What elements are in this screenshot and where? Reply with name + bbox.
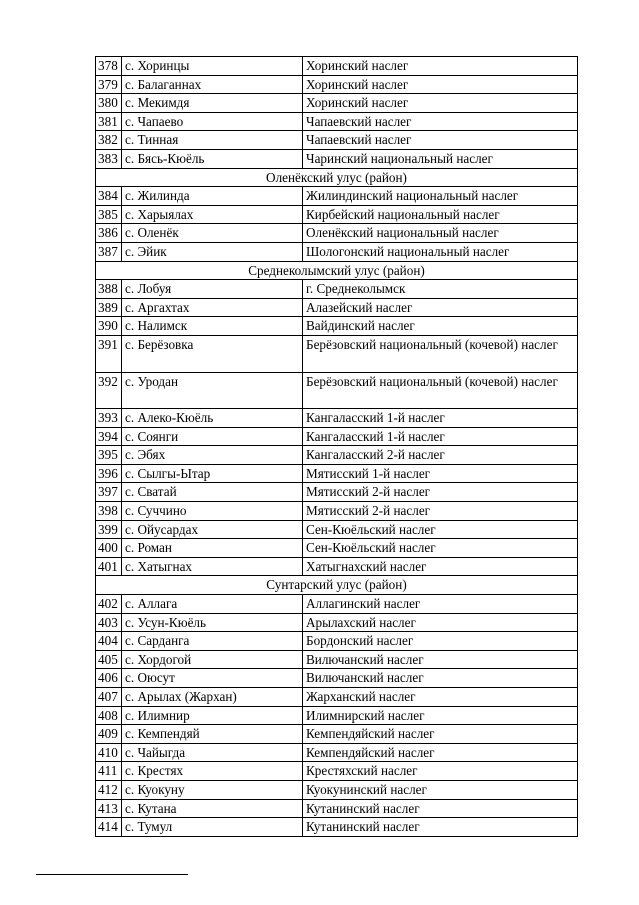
administrative-unit: Берёзовский национальный (кочевой) наслег bbox=[303, 335, 578, 372]
administrative-unit: Куокунинский наслег bbox=[303, 780, 578, 799]
table-row bbox=[96, 502, 578, 521]
table-row bbox=[96, 427, 578, 446]
settlement-name: с. Арылах (Жархан) bbox=[122, 688, 303, 707]
administrative-unit: Кемпендяйский наслег bbox=[303, 743, 578, 762]
row-number: 386 bbox=[96, 224, 122, 243]
table-row bbox=[96, 725, 578, 744]
table-row bbox=[96, 688, 578, 707]
settlement-name: с. Оюсут bbox=[122, 669, 303, 688]
row-number: 396 bbox=[96, 464, 122, 483]
row-number: 391 bbox=[96, 335, 122, 372]
table-row bbox=[96, 520, 578, 539]
footnote-separator bbox=[36, 874, 188, 875]
settlement-name: с. Аргахтах bbox=[122, 298, 303, 317]
settlement-name: с. Ойусардах bbox=[122, 520, 303, 539]
row-number: 383 bbox=[96, 149, 122, 168]
table-row bbox=[96, 317, 578, 336]
settlement-name: с. Берёзовка bbox=[122, 335, 303, 372]
settlement-name: с. Налимск bbox=[122, 317, 303, 336]
administrative-unit: Берёзовский национальный (кочевой) наслег bbox=[303, 372, 578, 409]
settlement-name: с. Хордогой bbox=[122, 650, 303, 669]
settlement-name: с. Илимнир bbox=[122, 706, 303, 725]
table-row bbox=[96, 446, 578, 465]
row-number: 412 bbox=[96, 780, 122, 799]
administrative-unit: Крестяхский наслег bbox=[303, 762, 578, 781]
row-number: 413 bbox=[96, 799, 122, 818]
table-row bbox=[96, 650, 578, 669]
settlement-name: с. Сарданга bbox=[122, 632, 303, 651]
row-number: 411 bbox=[96, 762, 122, 781]
table-row bbox=[96, 131, 578, 150]
settlement-name: с. Эйик bbox=[122, 242, 303, 261]
settlement-name: с. Кемпендяй bbox=[122, 725, 303, 744]
settlement-name: с. Жилинда bbox=[122, 187, 303, 206]
table-row bbox=[96, 75, 578, 94]
table-row bbox=[96, 557, 578, 576]
row-number: 381 bbox=[96, 112, 122, 131]
administrative-unit: Кутанинский наслег bbox=[303, 818, 578, 837]
table-row bbox=[96, 539, 578, 558]
row-number: 399 bbox=[96, 520, 122, 539]
administrative-unit: Хоринский наслег bbox=[303, 94, 578, 113]
row-number: 402 bbox=[96, 595, 122, 614]
administrative-unit: Хоринский наслег bbox=[303, 57, 578, 76]
settlement-name: с. Хатыгнах bbox=[122, 557, 303, 576]
settlement-name: с. Аллага bbox=[122, 595, 303, 614]
table-row bbox=[96, 280, 578, 299]
settlement-name: с. Сылгы-Ытар bbox=[122, 464, 303, 483]
table-row bbox=[96, 632, 578, 651]
administrative-unit: Бордонский наслег bbox=[303, 632, 578, 651]
table-row bbox=[96, 762, 578, 781]
administrative-unit: Жилиндинский национальный наслег bbox=[303, 187, 578, 206]
section-title: Среднеколымский улус (район) bbox=[96, 261, 578, 280]
administrative-unit: Вилючанский наслег bbox=[303, 650, 578, 669]
administrative-unit: Шологонский национальный наслег bbox=[303, 242, 578, 261]
settlement-name: с. Эбях bbox=[122, 446, 303, 465]
administrative-unit: Кангаласский 2-й наслег bbox=[303, 446, 578, 465]
settlement-name: с. Лобуя bbox=[122, 280, 303, 299]
administrative-unit: Мятисский 1-й наслег bbox=[303, 464, 578, 483]
table-row bbox=[96, 595, 578, 614]
section-header-row bbox=[96, 261, 578, 280]
row-number: 387 bbox=[96, 242, 122, 261]
table-row bbox=[96, 205, 578, 224]
row-number: 397 bbox=[96, 483, 122, 502]
row-number: 382 bbox=[96, 131, 122, 150]
administrative-unit: Вилючанский наслег bbox=[303, 669, 578, 688]
settlement-name: с. Балаганнах bbox=[122, 75, 303, 94]
table-row bbox=[96, 669, 578, 688]
row-number: 408 bbox=[96, 706, 122, 725]
settlement-name: с. Уродан bbox=[122, 372, 303, 409]
row-number: 404 bbox=[96, 632, 122, 651]
table-row bbox=[96, 706, 578, 725]
settlement-name: с. Куокуну bbox=[122, 780, 303, 799]
row-number: 407 bbox=[96, 688, 122, 707]
settlement-name: с. Роман bbox=[122, 539, 303, 558]
table-row bbox=[96, 94, 578, 113]
administrative-unit: Кемпендяйский наслег bbox=[303, 725, 578, 744]
row-number: 392 bbox=[96, 372, 122, 409]
table-row bbox=[96, 818, 578, 837]
row-number: 414 bbox=[96, 818, 122, 837]
row-number: 380 bbox=[96, 94, 122, 113]
administrative-unit: г. Среднеколымск bbox=[303, 280, 578, 299]
administrative-unit: Сен-Кюёльский наслег bbox=[303, 539, 578, 558]
administrative-unit: Мятисский 2-й наслег bbox=[303, 483, 578, 502]
section-header-row bbox=[96, 168, 578, 187]
row-number: 378 bbox=[96, 57, 122, 76]
settlement-name: с. Крестях bbox=[122, 762, 303, 781]
settlement-name: с. Харыялах bbox=[122, 205, 303, 224]
table-row bbox=[96, 409, 578, 428]
row-number: 394 bbox=[96, 427, 122, 446]
administrative-unit: Хатыгнахский наслег bbox=[303, 557, 578, 576]
section-title: Оленёкский улус (район) bbox=[96, 168, 578, 187]
settlement-name: с. Тинная bbox=[122, 131, 303, 150]
administrative-unit: Сен-Кюёльский наслег bbox=[303, 520, 578, 539]
table-row bbox=[96, 799, 578, 818]
administrative-unit: Жарханский наслег bbox=[303, 688, 578, 707]
row-number: 405 bbox=[96, 650, 122, 669]
row-number: 385 bbox=[96, 205, 122, 224]
administrative-unit: Илимнирский наслег bbox=[303, 706, 578, 725]
administrative-unit: Алазейский наслег bbox=[303, 298, 578, 317]
row-number: 389 bbox=[96, 298, 122, 317]
settlement-name: с. Суччино bbox=[122, 502, 303, 521]
administrative-unit: Чапаевский наслег bbox=[303, 131, 578, 150]
row-number: 390 bbox=[96, 317, 122, 336]
table-row bbox=[96, 372, 578, 409]
table-row bbox=[96, 613, 578, 632]
settlement-name: с. Тумул bbox=[122, 818, 303, 837]
administrative-unit: Чапаевский наслег bbox=[303, 112, 578, 131]
settlement-name: с. Соянги bbox=[122, 427, 303, 446]
settlement-name: с. Чапаево bbox=[122, 112, 303, 131]
section-title: Сунтарский улус (район) bbox=[96, 576, 578, 595]
row-number: 388 bbox=[96, 280, 122, 299]
administrative-unit: Чаринский национальный наслег bbox=[303, 149, 578, 168]
administrative-unit: Аллагинский наслег bbox=[303, 595, 578, 614]
administrative-unit: Кангаласский 1-й наслег bbox=[303, 427, 578, 446]
row-number: 398 bbox=[96, 502, 122, 521]
row-number: 379 bbox=[96, 75, 122, 94]
administrative-unit: Кирбейский национальный наслег bbox=[303, 205, 578, 224]
administrative-unit: Оленёкский национальный наслег bbox=[303, 224, 578, 243]
settlement-name: с. Усун-Кюёль bbox=[122, 613, 303, 632]
table-body bbox=[96, 57, 578, 837]
settlement-name: с. Кутана bbox=[122, 799, 303, 818]
table-row bbox=[96, 224, 578, 243]
settlement-name: с. Сватай bbox=[122, 483, 303, 502]
administrative-unit: Хоринский наслег bbox=[303, 75, 578, 94]
row-number: 406 bbox=[96, 669, 122, 688]
table-row bbox=[96, 242, 578, 261]
row-number: 384 bbox=[96, 187, 122, 206]
table-row bbox=[96, 483, 578, 502]
table-row bbox=[96, 743, 578, 762]
table-row bbox=[96, 335, 578, 372]
row-number: 409 bbox=[96, 725, 122, 744]
administrative-unit: Мятисский 2-й наслег bbox=[303, 502, 578, 521]
row-number: 401 bbox=[96, 557, 122, 576]
section-header-row bbox=[96, 576, 578, 595]
row-number: 393 bbox=[96, 409, 122, 428]
table-row bbox=[96, 187, 578, 206]
table-row bbox=[96, 464, 578, 483]
administrative-unit: Кангаласский 1-й наслег bbox=[303, 409, 578, 428]
settlement-name: с. Хоринцы bbox=[122, 57, 303, 76]
settlement-name: с. Оленёк bbox=[122, 224, 303, 243]
administrative-unit: Арылахский наслег bbox=[303, 613, 578, 632]
administrative-unit: Вайдинский наслег bbox=[303, 317, 578, 336]
administrative-unit: Кутанинский наслег bbox=[303, 799, 578, 818]
settlement-name: с. Мекимдя bbox=[122, 94, 303, 113]
table-row bbox=[96, 780, 578, 799]
row-number: 410 bbox=[96, 743, 122, 762]
table-row bbox=[96, 298, 578, 317]
table-row bbox=[96, 57, 578, 76]
settlement-name: с. Чайыгда bbox=[122, 743, 303, 762]
settlement-name: с. Бясь-Кюёль bbox=[122, 149, 303, 168]
settlements-table bbox=[95, 56, 578, 837]
row-number: 403 bbox=[96, 613, 122, 632]
table-row bbox=[96, 112, 578, 131]
table-row bbox=[96, 149, 578, 168]
settlement-name: с. Алеко-Кюёль bbox=[122, 409, 303, 428]
row-number: 395 bbox=[96, 446, 122, 465]
row-number: 400 bbox=[96, 539, 122, 558]
